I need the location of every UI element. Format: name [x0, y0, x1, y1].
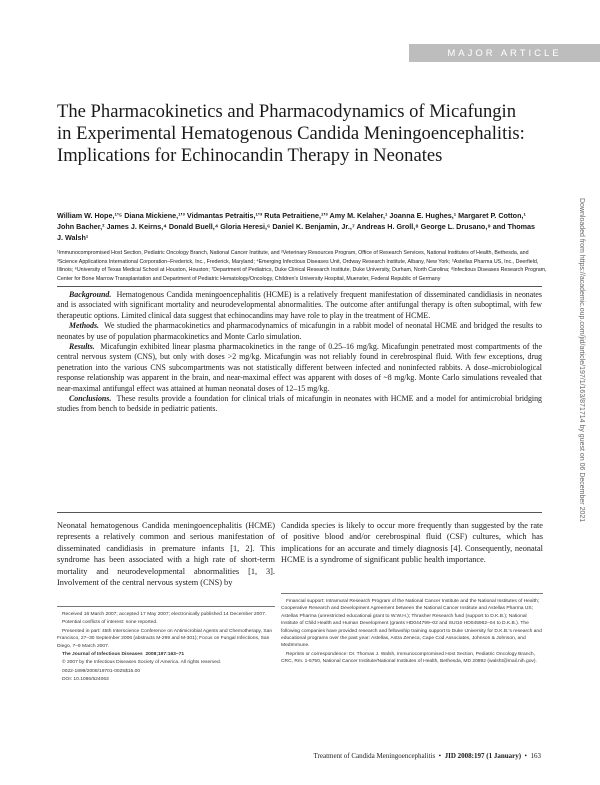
background-heading: Background.: [69, 290, 112, 299]
author-list: William W. Hope,¹ʼ⁵ Diana Mickiene,¹ʼ³ Vidmantas Petraitis,¹ʼ³ Ruta Petraitiene,¹ʼ³ Amy M. Kelaher,¹ Joanna E. Hughes,¹ Margaret P. Cotton,¹ John Bacher,² James J. Keirns,⁴ Donald Buell,⁴ Gloria Heresi,⁶ Daniel K. Benjamin, Jr.,⁷ Andreas H. Groll,⁸ George L. Drusano,⁹ and Thomas J. Walsh¹: [57, 211, 536, 242]
footnotes-right: [281, 598, 543, 667]
body-column-left: [57, 520, 275, 588]
results-heading: Results.: [69, 342, 95, 352]
abstract-background: [57, 290, 542, 321]
page-number: 163: [530, 752, 541, 760]
footnote-rule-left: [57, 606, 275, 607]
results-text: Micafungin exhibited linear plasma pharmacokinetics in the range of 0.25–16 mg/kg. Micafungin penetrated most compartments of the central nervous system (CNS), but only with doses >2 mg/kg. Micafungin was not reliably found in cerebrospinal fluid. With few exceptions, drug penetration into the various CNS subcompartments was not statistically different between infected and noninfected rabbits. A dose–microbiological response relationship was apparent in the brain, and near-maximal effect was apparent with doses of ~8 mg/kg. Monte Carlo simulations revealed that near-maximal antifungal effect was attained at human neonatal doses of 12–15 mg/kg.: [57, 342, 542, 393]
journal-citation: [57, 651, 275, 658]
footnote-reprints: Reprints or correspondence: Dr. Thomas J. Walsh, Immunocompromised Host Section, Pediatric Oncology Branch, CRC, Rm. 1-5750, National Cancer Institute/National Institutes of Health, Bethesda, MD 20892 (walsht@mail.nih.gov).: [281, 651, 537, 665]
conclusions-text: These results provide a foundation for clinical trials of micafungin in neonates with HCME and a model for antimicrobial bridging studies from bench to bedside in pediatric patients.: [57, 394, 542, 414]
background-text: Hematogenous Candida meningoencephalitis (HCME) is a relatively frequent manifestation of disseminated candidiasis in neonates and is associated with significant mortality and neurodevelopmental abnormalities. The outcome after antifungal therapy is often suboptimal, with few therapeutic options. Limited clinical data suggest that echinocandins may have role to play in the treatment of HCME.: [57, 290, 542, 320]
journal-name: The Journal of Infectious Diseases: [62, 652, 143, 658]
abstract-conclusions: [57, 394, 542, 415]
body-column-right: [281, 520, 543, 566]
footnotes-left: [57, 611, 275, 685]
methods-heading: Methods.: [69, 321, 100, 331]
article-title: The Pharmacokinetics and Pharmacodynamics of Micafungin in Experimental Hematogenous Candida Meningoencephalitis: Implications for Echinocandin Therapy in Neonates: [57, 101, 525, 167]
abstract-results: [57, 342, 542, 394]
abstract-methods: [57, 321, 542, 342]
footnote-conflicts: Potential conflicts of interest: none reported.: [62, 620, 158, 626]
footnote-rule-right: [281, 593, 543, 594]
major-article-badge: MAJOR ARTICLE: [409, 44, 600, 62]
footnote-financial-support: Financial support: Intramural Research Program of the National Cancer Institute and the National Institutes of Health; Cooperative Research and Development Agreement between the National Cancer Institute and Astellas Pharma US; Astellas Pharma (unrestricted educational grant to W.W.H.); Thrasher Research fund (support to D.K.B.); National Institute of Child Health and Human Development (grants HD044799–02 and SUI10 HD045962–04 to D.K.B.). The following companies have provided research and fellowship training support to Duke University for D.K.B.'s research and educational programs over the past year: Astellas, Astra Zeneca, Cape Cod Associates, Johnson & Johnson, and MedImmune.: [281, 599, 542, 649]
footnote-received: Received 16 March 2007; accepted 17 May 2007; electronically published 14 December 2007.: [62, 612, 267, 617]
methods-text: We studied the pharmacokinetics and pharmacodynamics of micafungin in a rabbit model of neonatal HCME and bridged the results to neonates by use of population pharmacokinetics and Monte Carlo simulation.: [57, 321, 542, 341]
running-title: Treatment of Candida Meningoencephalitis: [313, 752, 436, 760]
footnote-presented: Presented in part: 45th Interscience Conference on Antimicrobial Agents and Chemotherapy, San Francisco, 27–30 September 2006 (abstracts M-299 and M-301); Focus on Fungal Infections, San Diego, 7–9 March 2007.: [57, 628, 273, 649]
doi: DOI: 10.1086/524063: [62, 677, 109, 683]
abstract-top-rule: [57, 286, 542, 287]
body-right-text: Candida species is likely to occur more frequently than suggested by the rate of positive blood and/or cerebrospinal fluid (CSF) cultures, which has implications for an accurate and timely diagnosis [4]. Consequently, neonatal HCME is a syndrome of significant public health importance.: [281, 521, 543, 565]
abstract: [57, 290, 542, 415]
affiliations: ¹Immunocompromised Host Section, Pediatric Oncology Branch, National Cancer Institute, and ²Veterinary Resources Program, Office of Research Services, National Institutes of Health, Bethesda, and ³Science Applications International Corporation–Frederick, Inc., Frederick, Maryland; ⁴Emerging Infectious Diseases Unit, Ordway Research Institute, Albany, New York; ⁵Astellas Pharma US, Inc., Deerfield, Illinois; ⁶University of Texas Medical School at Houston, Houston; ⁷Department of Pediatrics, Duke Clinical Research Institute, Duke University, Durham, North Carolina; ⁸Infectious Diseases Research Program, Center for Bone Marrow Transplantation and Department of Pediatric Hematology/Oncology, Children's University Hospital, Muenster, Federal Republic of Germany: [57, 250, 547, 282]
issn: 0022-1899/2008/19701-0025$15.00: [62, 668, 141, 674]
journal-volume: 2008;197:163–71: [145, 652, 185, 658]
body-left-text: Neonatal hematogenous Candida meningoencephalitis (HCME) represents a relatively common and serious manifestation of disseminated candidiasis in premature infants [1, 2]. This syndrome has been associated with a high rate of short-term mortality and neurodevelopmental abnormalities [1, 3]. Involvement of the central nervous system (CNS) by: [57, 521, 275, 588]
footer-journal: JID 2008:197 (1 January): [444, 752, 522, 760]
abstract-bottom-rule: [57, 512, 542, 513]
copyright: © 2007 by the Infectious Diseases Society of America. All rights reserved.: [62, 660, 222, 666]
download-sidebar-text: Downloaded from https://academic.oup.com/jid/article/197/1/163/871714 by guest on 06 December 2021: [578, 198, 585, 523]
conclusions-heading: Conclusions.: [69, 394, 112, 404]
page-footer: Treatment of Candida Meningoencephalitis • JID 2008:197 (1 January) • 163: [313, 752, 541, 760]
